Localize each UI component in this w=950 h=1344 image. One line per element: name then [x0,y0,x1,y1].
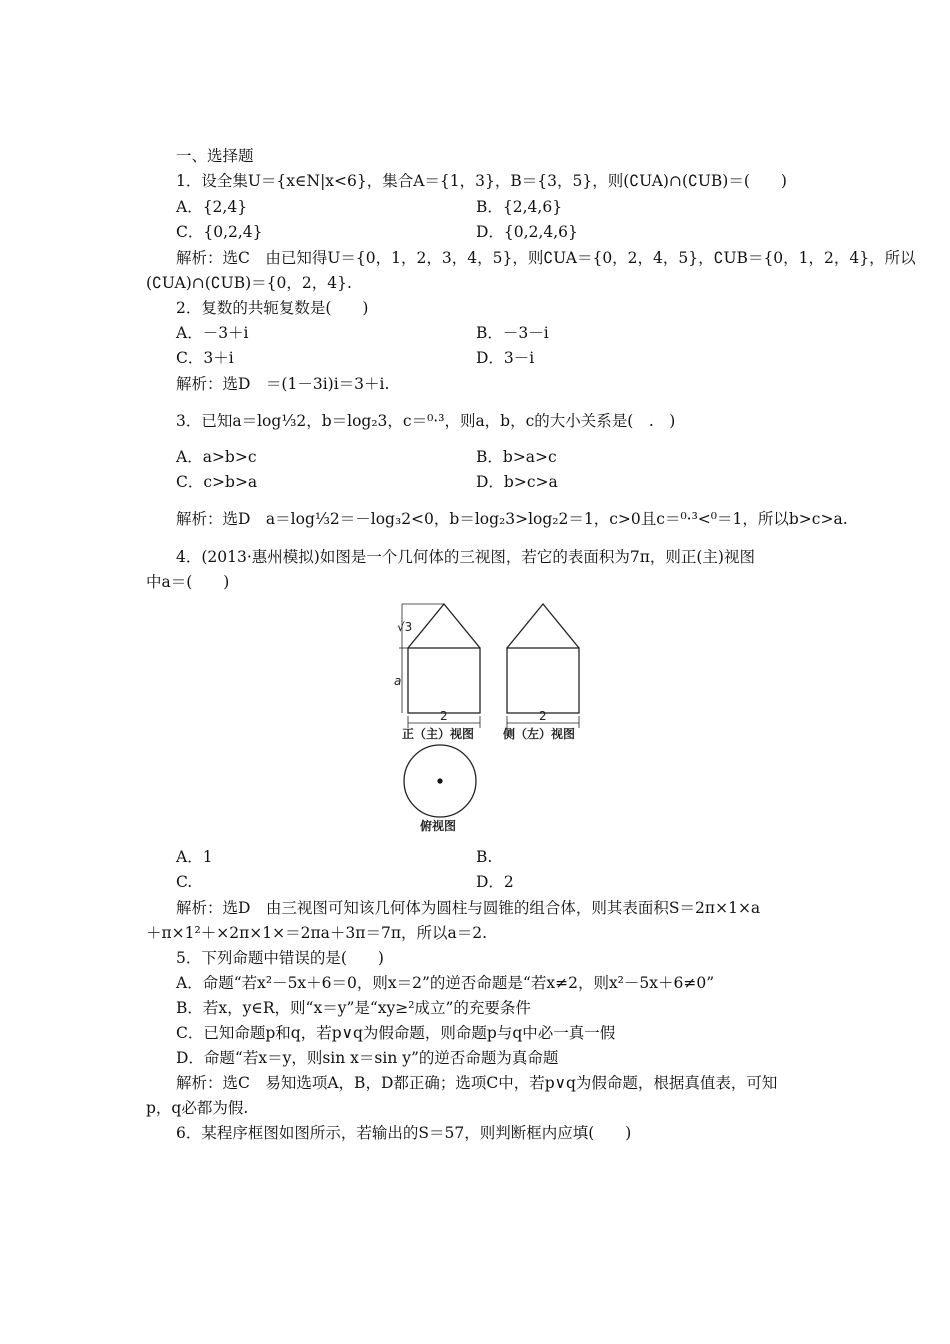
question-2-option-a: A．－3＋i [176,324,249,342]
three-view-figure [380,598,610,838]
question-5-option-a: A．命题“若x²－5x＋6＝0，则x＝2”的逆否命题是“若x≠2，则x²－5x＋6≠0” [176,974,715,992]
question-5-stem: 5．下列命题中错误的是( ) [176,949,384,967]
section-title: 一、选择题 [176,147,254,165]
top-view-center-dot [437,778,442,783]
question-3-solution: 解析：选D a＝log⅓2＝－log₃2<0，b＝log₂3>log₂2＝1，c>0且c＝⁰·³<⁰＝1，所以b>c>a. [176,510,848,528]
top-view-caption: 俯视图 [420,819,457,833]
question-1-option-c: C．{0,2,4} [176,223,263,241]
question-2-solution: 解析：选D ＝(1－3i)i＝3＋i. [176,375,390,393]
question-5-solution-line-2: p，q必都为假. [146,1099,249,1117]
side-width-label: 2 [539,709,547,723]
three-view-drawing [380,598,610,838]
question-5-solution-line-1: 解析：选C 易知选项A，B，D都正确；选项C中，若p∨q为假命题，根据真值表，可知 [176,1074,778,1092]
question-4-stem-line-1: 4．(2013·惠州模拟)如图是一个几何体的三视图，若它的表面积为7π，则正(主)视图 [176,548,755,566]
sqrt3-label: √3 [397,620,413,634]
side-view-cone [507,604,579,648]
front-view-cone [408,604,480,648]
question-4-stem-line-2: 中a＝( ) [146,573,230,591]
question-1-option-a: A．{2,4} [176,198,248,216]
question-1-option-d: D．{0,2,4,6} [476,223,578,241]
question-3-option-c: C．c>b>a [176,473,258,491]
question-2-option-c: C．3＋i [176,349,234,367]
question-2-stem: 2．复数的共轭复数是( ) [176,299,369,317]
question-4-option-a: A．1 [176,848,213,866]
question-4-option-c: C. [176,873,193,891]
question-5-option-c: C．已知命题p和q，若p∨q为假命题，则命题p与q中必一真一假 [176,1024,616,1042]
question-5-option-d: D．命题“若x＝y，则sin x＝sin y”的逆否命题为真命题 [176,1049,559,1067]
question-5-option-b: B．若x，y∈R，则“x＝y”是“xy≥²成立”的充要条件 [176,999,531,1017]
height-a-label: a [394,674,402,688]
question-1-stem: 1．设全集U＝{x∈N|x<6}，集合A＝{1，3}，B＝{3，5}，则(∁UA)∩(∁UB)＝( ) [176,172,787,190]
front-view-caption: 正（主）视图 [402,727,475,741]
question-1-solution-line-2: (∁UA)∩(∁UB)＝{0，2，4}. [146,274,352,292]
question-3-option-d: D．b>c>a [476,473,558,491]
question-1-solution-line-1: 解析：选C 由已知得U＝{0，1，2，3，4，5}，则∁UA＝{0，2，4，5}，∁UB＝{0，1，2，4}，所以 [176,249,916,267]
front-width-label: 2 [440,709,448,723]
question-4-solution-line-2: ＋π×1²＋×2π×1×＝2πa＋3π＝7π，所以a＝2. [146,924,488,942]
side-view-caption: 侧（左）视图 [503,727,576,741]
question-3-option-a: A．a>b>c [176,448,257,466]
question-4-solution-line-1: 解析：选D 由三视图可知该几何体为圆柱与圆锥的组合体，则其表面积S＝2π×1×a [176,899,761,917]
question-4-option-d: D．2 [476,873,514,891]
question-2-option-d: D．3－i [476,349,535,367]
question-6-stem: 6．某程序框图如图所示，若输出的S＝57，则判断框内应填( ) [176,1124,632,1142]
front-view-cylinder [408,648,480,713]
side-view-cylinder [507,648,579,713]
question-4-option-b: B. [476,848,493,866]
question-3-stem: 3．已知a＝log⅓2，b＝log₂3，c＝⁰·³，则a，b，c的大小关系是( . ) [176,412,676,430]
question-2-option-b: B．－3－i [476,324,549,342]
question-3-option-b: B．b>a>c [476,448,557,466]
question-1-option-b: B．{2,4,6} [476,198,563,216]
